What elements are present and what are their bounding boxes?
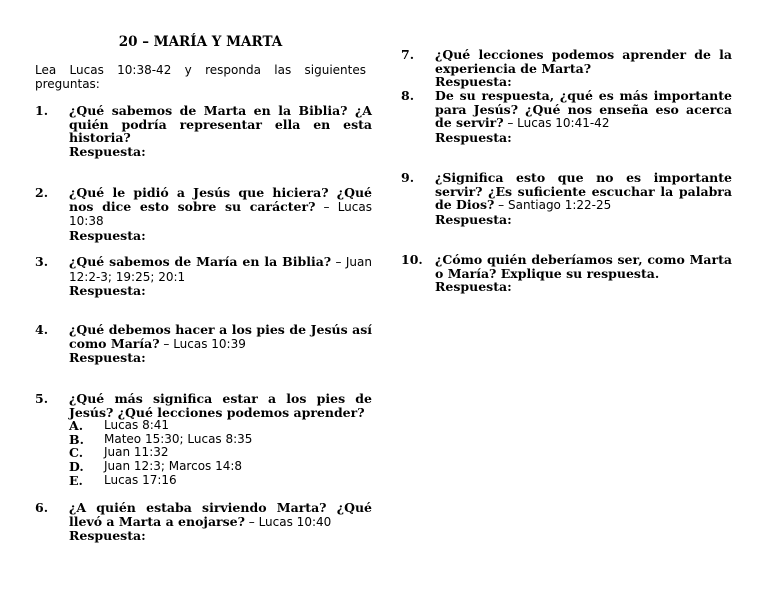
question-text: ¿Cómo quién deberíamos ser, como Marta o María? Explique su respuesta.: [435, 252, 732, 281]
question-text: De su respuesta, ¿qué es más importante para Jesús? ¿Qué nos enseña eso acerca de servir?: [435, 88, 732, 131]
reference-item-d: D. Juan 12:3; Marcos 14:8: [69, 458, 243, 474]
question-2: [35, 186, 372, 242]
answer-label: Respuesta:: [435, 74, 512, 90]
question-number: 4.: [35, 322, 49, 337]
reference-item-a: A. Lucas 8:41: [69, 418, 170, 434]
reference-item-b: B. Mateo 15:30; Lucas 8:35: [69, 431, 253, 447]
page-title: 20 – MARÍA Y MARTA: [118, 34, 283, 50]
question-text: ¿Qué lecciones podemos aprender de la experiencia de Marta?: [435, 47, 732, 76]
question-10: [401, 253, 732, 294]
question-number: 7.: [401, 47, 415, 62]
answer-label: Respuesta:: [69, 528, 146, 544]
question-text: ¿Qué le pidió a Jesús que hiciera? ¿Qué nos dice esto sobre su carácter?: [69, 185, 372, 214]
scripture-reference: – Santiago 1:22-25: [494, 198, 612, 213]
question-number: 6.: [35, 500, 49, 515]
answer-label: Respuesta:: [69, 227, 146, 243]
question-9: [401, 171, 732, 226]
question-number: 10.: [401, 252, 423, 267]
instructions: Lea Lucas 10:38-42 y responda las siguientes preguntas:: [35, 63, 366, 91]
question-text: ¿Qué debemos hacer a los pies de Jesús así como María?: [69, 322, 372, 351]
question-number: 8.: [401, 88, 415, 103]
answer-label: Respuesta:: [69, 143, 146, 159]
question-number: 3.: [35, 254, 49, 269]
question-6: [35, 501, 372, 543]
answer-label: Respuesta:: [69, 283, 146, 299]
question-text: ¿Significa esto que no es importante servir? ¿Es suficiente escuchar la palabra de Dios?: [435, 170, 732, 213]
question-4: [35, 323, 372, 365]
answer-label: Respuesta:: [435, 129, 512, 145]
question-number: 9.: [401, 170, 415, 185]
answer-label: Respuesta:: [435, 279, 512, 295]
reference-item-e: E. Lucas 17:16: [69, 472, 177, 488]
question-number: 5.: [35, 391, 49, 406]
question-text: ¿Qué sabemos de Marta en la Biblia? ¿A quién podría representar ella en esta historia?: [69, 103, 372, 146]
scripture-reference: – Lucas 10:39: [159, 336, 246, 351]
answer-label: Respuesta:: [435, 211, 512, 227]
scripture-reference: – Lucas 10:40: [244, 514, 332, 529]
question-text: ¿A quién estaba sirviendo Marta? ¿Qué llevó a Marta a enojarse?: [69, 500, 372, 529]
question-3: [35, 255, 372, 298]
question-8: [401, 89, 732, 144]
question-1: [35, 104, 372, 158]
question-number: 1.: [35, 103, 49, 118]
question-text: ¿Qué sabemos de María en la Biblia?: [69, 254, 332, 269]
question-5: [35, 392, 372, 487]
scripture-reference: – Lucas 10:38: [69, 199, 372, 229]
reference-item-c: C. Juan 11:32: [69, 445, 169, 461]
answer-label: Respuesta:: [69, 350, 146, 366]
question-7: [401, 48, 732, 89]
question-number: 2.: [35, 185, 49, 200]
question-text: ¿Qué más significa estar a los pies de Jesús? ¿Qué lecciones podemos aprender?: [69, 391, 372, 420]
scripture-reference: – Lucas 10:41-42: [503, 116, 610, 131]
scripture-reference: – Juan 12:2-3; 19:25; 20:1: [69, 255, 372, 284]
